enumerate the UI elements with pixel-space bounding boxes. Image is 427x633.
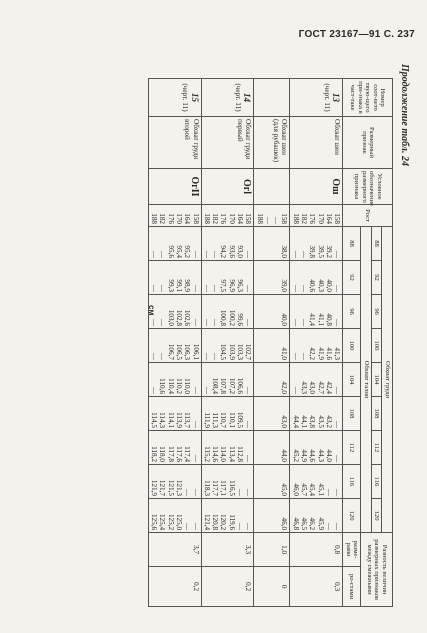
feature-code: Огl <box>201 169 254 205</box>
feature-name: Обхват груди первый <box>201 117 254 169</box>
measurement-cell: 106,1 106,3 106,5 106,7 — — <box>148 329 201 363</box>
row-reference: (черт. 11) <box>181 83 190 112</box>
chest-size-header: 108 <box>371 397 382 431</box>
measurement-cell: 44,0 <box>254 431 290 465</box>
measurement-cell: 102,7 103,3 103,9 104,5 — — <box>201 329 254 363</box>
diff-sizes-header: разме-рами <box>343 533 361 567</box>
row-number-cell <box>290 79 343 117</box>
measurement-cell: — — 116,5 117,1 117,7 118,3 <box>201 465 254 499</box>
table-row <box>254 79 290 607</box>
measurement-cell: — — 45,1 45,4 45,7 46,0 <box>290 465 343 499</box>
page-header: ГОСТ 23167—91 С. 237 <box>298 29 415 40</box>
measurement-cell: — 40,0 40,3 40,6 — — <box>290 261 343 295</box>
chest-size-header: 104 <box>371 363 382 397</box>
measurement-cell: — 110,0 110,2 110,4 110,6 — <box>148 363 201 397</box>
diff-size-value: 1,0 <box>254 533 290 567</box>
row-number: 14 <box>242 93 253 102</box>
col-group-chest: Обхват груди <box>382 227 393 533</box>
chest-size-header: 92 <box>371 261 382 295</box>
diff-height-value: 0,2 <box>148 567 201 607</box>
row-number-cell <box>254 79 290 117</box>
measurement-cell: — 93,0 93,6 94,2 — — <box>201 227 254 261</box>
row-reference: (черт. 11) <box>233 83 242 112</box>
feature-code: ОгII <box>148 169 201 205</box>
table-continuation-caption: Продолжение табл. 24 <box>399 64 410 167</box>
measurement-cell: — 112,8 113,4 114,0 114,6 115,2 <box>201 431 254 465</box>
chest-size-header: 100 <box>371 329 382 363</box>
height-values: 158— —188 <box>254 205 290 227</box>
row-number-cell <box>148 79 201 117</box>
waist-size-header: 120 <box>343 499 361 533</box>
measurement-cell: — 96,3 96,9 97,5 — — <box>201 261 254 295</box>
diff-heights-header: ро-стами <box>343 567 361 607</box>
measurement-cell: — 42,4 42,7 43,0 43,3 — <box>290 363 343 397</box>
table-row <box>148 79 201 607</box>
measurement-cell: — 113,7 113,9 114,1 114,3 114,5 <box>148 397 201 431</box>
col-header-difference: Разность величин размерных признаков между смежными <box>361 533 393 607</box>
feature-name: Обхват груди второй <box>148 117 201 169</box>
measurement-cell: — 117,4 117,6 117,8 118,0 118,2 <box>148 431 201 465</box>
measurement-cell: — 95,2 95,4 95,6 — — <box>148 227 201 261</box>
measurement-cell: 41,3 41,6 41,9 42,2 — — <box>290 329 343 363</box>
table-row <box>290 79 343 607</box>
waist-size-header: 100 <box>343 329 361 363</box>
col-header-code: Условное обозначение размерного признака <box>343 169 393 205</box>
waist-size-header: 88 <box>343 227 361 261</box>
feature-code: Ош <box>290 169 343 205</box>
measurement-cell: — — 125,0 125,2 125,4 125,6 <box>148 499 201 533</box>
measurement-cell: — 102,6 102,8 103,0 — — <box>148 295 201 329</box>
measurement-cell: 42,0 <box>254 363 290 397</box>
chest-size-header: 112 <box>371 431 382 465</box>
diff-size-value: 3,3 <box>201 533 254 567</box>
measurement-cell: — 40,8 41,1 41,4 — — <box>290 295 343 329</box>
diff-height-value: 0,2 <box>201 567 254 607</box>
waist-size-header: 92 <box>343 261 361 295</box>
measurement-cell: — — 45,9 46,2 46,5 46,8 <box>290 499 343 533</box>
measurement-cell: 46,0 <box>254 499 290 533</box>
height-values: 158 164 170 176 182 188 <box>148 205 201 227</box>
col-header-feature: Размерный признак <box>343 117 393 169</box>
waist-size-header: 96 <box>343 295 361 329</box>
row-number: 15 <box>189 93 200 102</box>
feature-name: Обхват шеи (для рубашек) <box>254 117 290 169</box>
measurement-cell: — 99,6 100,2 100,8 — — <box>201 295 254 329</box>
diff-size-value: 3,7 <box>148 533 201 567</box>
height-values: 158 164 170 176 182 188 <box>201 205 254 227</box>
chest-size-header: 120 <box>371 499 382 533</box>
diff-size-value: 0,8 <box>290 533 343 567</box>
measurement-cell: — 39,2 39,5 39,8 — — <box>290 227 343 261</box>
measurement-cell: 38,0 <box>254 227 290 261</box>
waist-size-header: 112 <box>343 431 361 465</box>
measurement-cell: 43,0 <box>254 397 290 431</box>
row-reference: (черт. 11) <box>322 83 331 112</box>
measurement-cell: 40,0 <box>254 295 290 329</box>
col-group-waist: Обхват талии <box>361 227 372 533</box>
measurement-cell: — 43,2 43,5 43,8 44,1 44,4 <box>290 397 343 431</box>
measurement-cell: — — 119,6 120,2 120,8 121,4 <box>201 499 254 533</box>
measurement-cell: — 98,9 99,1 99,3 — — <box>148 261 201 295</box>
col-header-number: Номер соот-вето твую-щего при-знака в част-таке <box>343 79 393 117</box>
feature-code <box>254 169 290 205</box>
col-header-height: Рост <box>343 205 393 227</box>
diff-height-value: 0,3 <box>290 567 343 607</box>
chest-size-header: 116 <box>371 465 382 499</box>
measurement-cell: 41,0 <box>254 329 290 363</box>
unit-label: см <box>147 305 156 316</box>
chest-size-header: 96 <box>371 295 382 329</box>
measurement-cell: — 106,6 107,2 107,8 108,4 — <box>201 363 254 397</box>
measurement-cell: — 109,5 110,1 110,7 111,3 111,9 <box>201 397 254 431</box>
measurement-cell: 45,0 <box>254 465 290 499</box>
rotated-table-wrapper <box>43 78 393 606</box>
feature-name: Обхват шеи <box>290 117 343 169</box>
chest-size-header: 88 <box>371 227 382 261</box>
diff-height-value: 0 <box>254 567 290 607</box>
row-number: 13 <box>331 93 342 102</box>
table-row <box>201 79 254 607</box>
measurement-cell: — — 121,3 121,5 121,7 121,9 <box>148 465 201 499</box>
waist-size-header: 104 <box>343 363 361 397</box>
measurements-table <box>148 78 393 607</box>
waist-size-header: 108 <box>343 397 361 431</box>
waist-size-header: 116 <box>343 465 361 499</box>
height-values: 158 164 170 176 182 188 <box>290 205 343 227</box>
measurement-cell: 39,0 <box>254 261 290 295</box>
measurement-cell: — 44,0 44,3 44,6 44,9 45,2 <box>290 431 343 465</box>
row-number-cell <box>201 79 254 117</box>
